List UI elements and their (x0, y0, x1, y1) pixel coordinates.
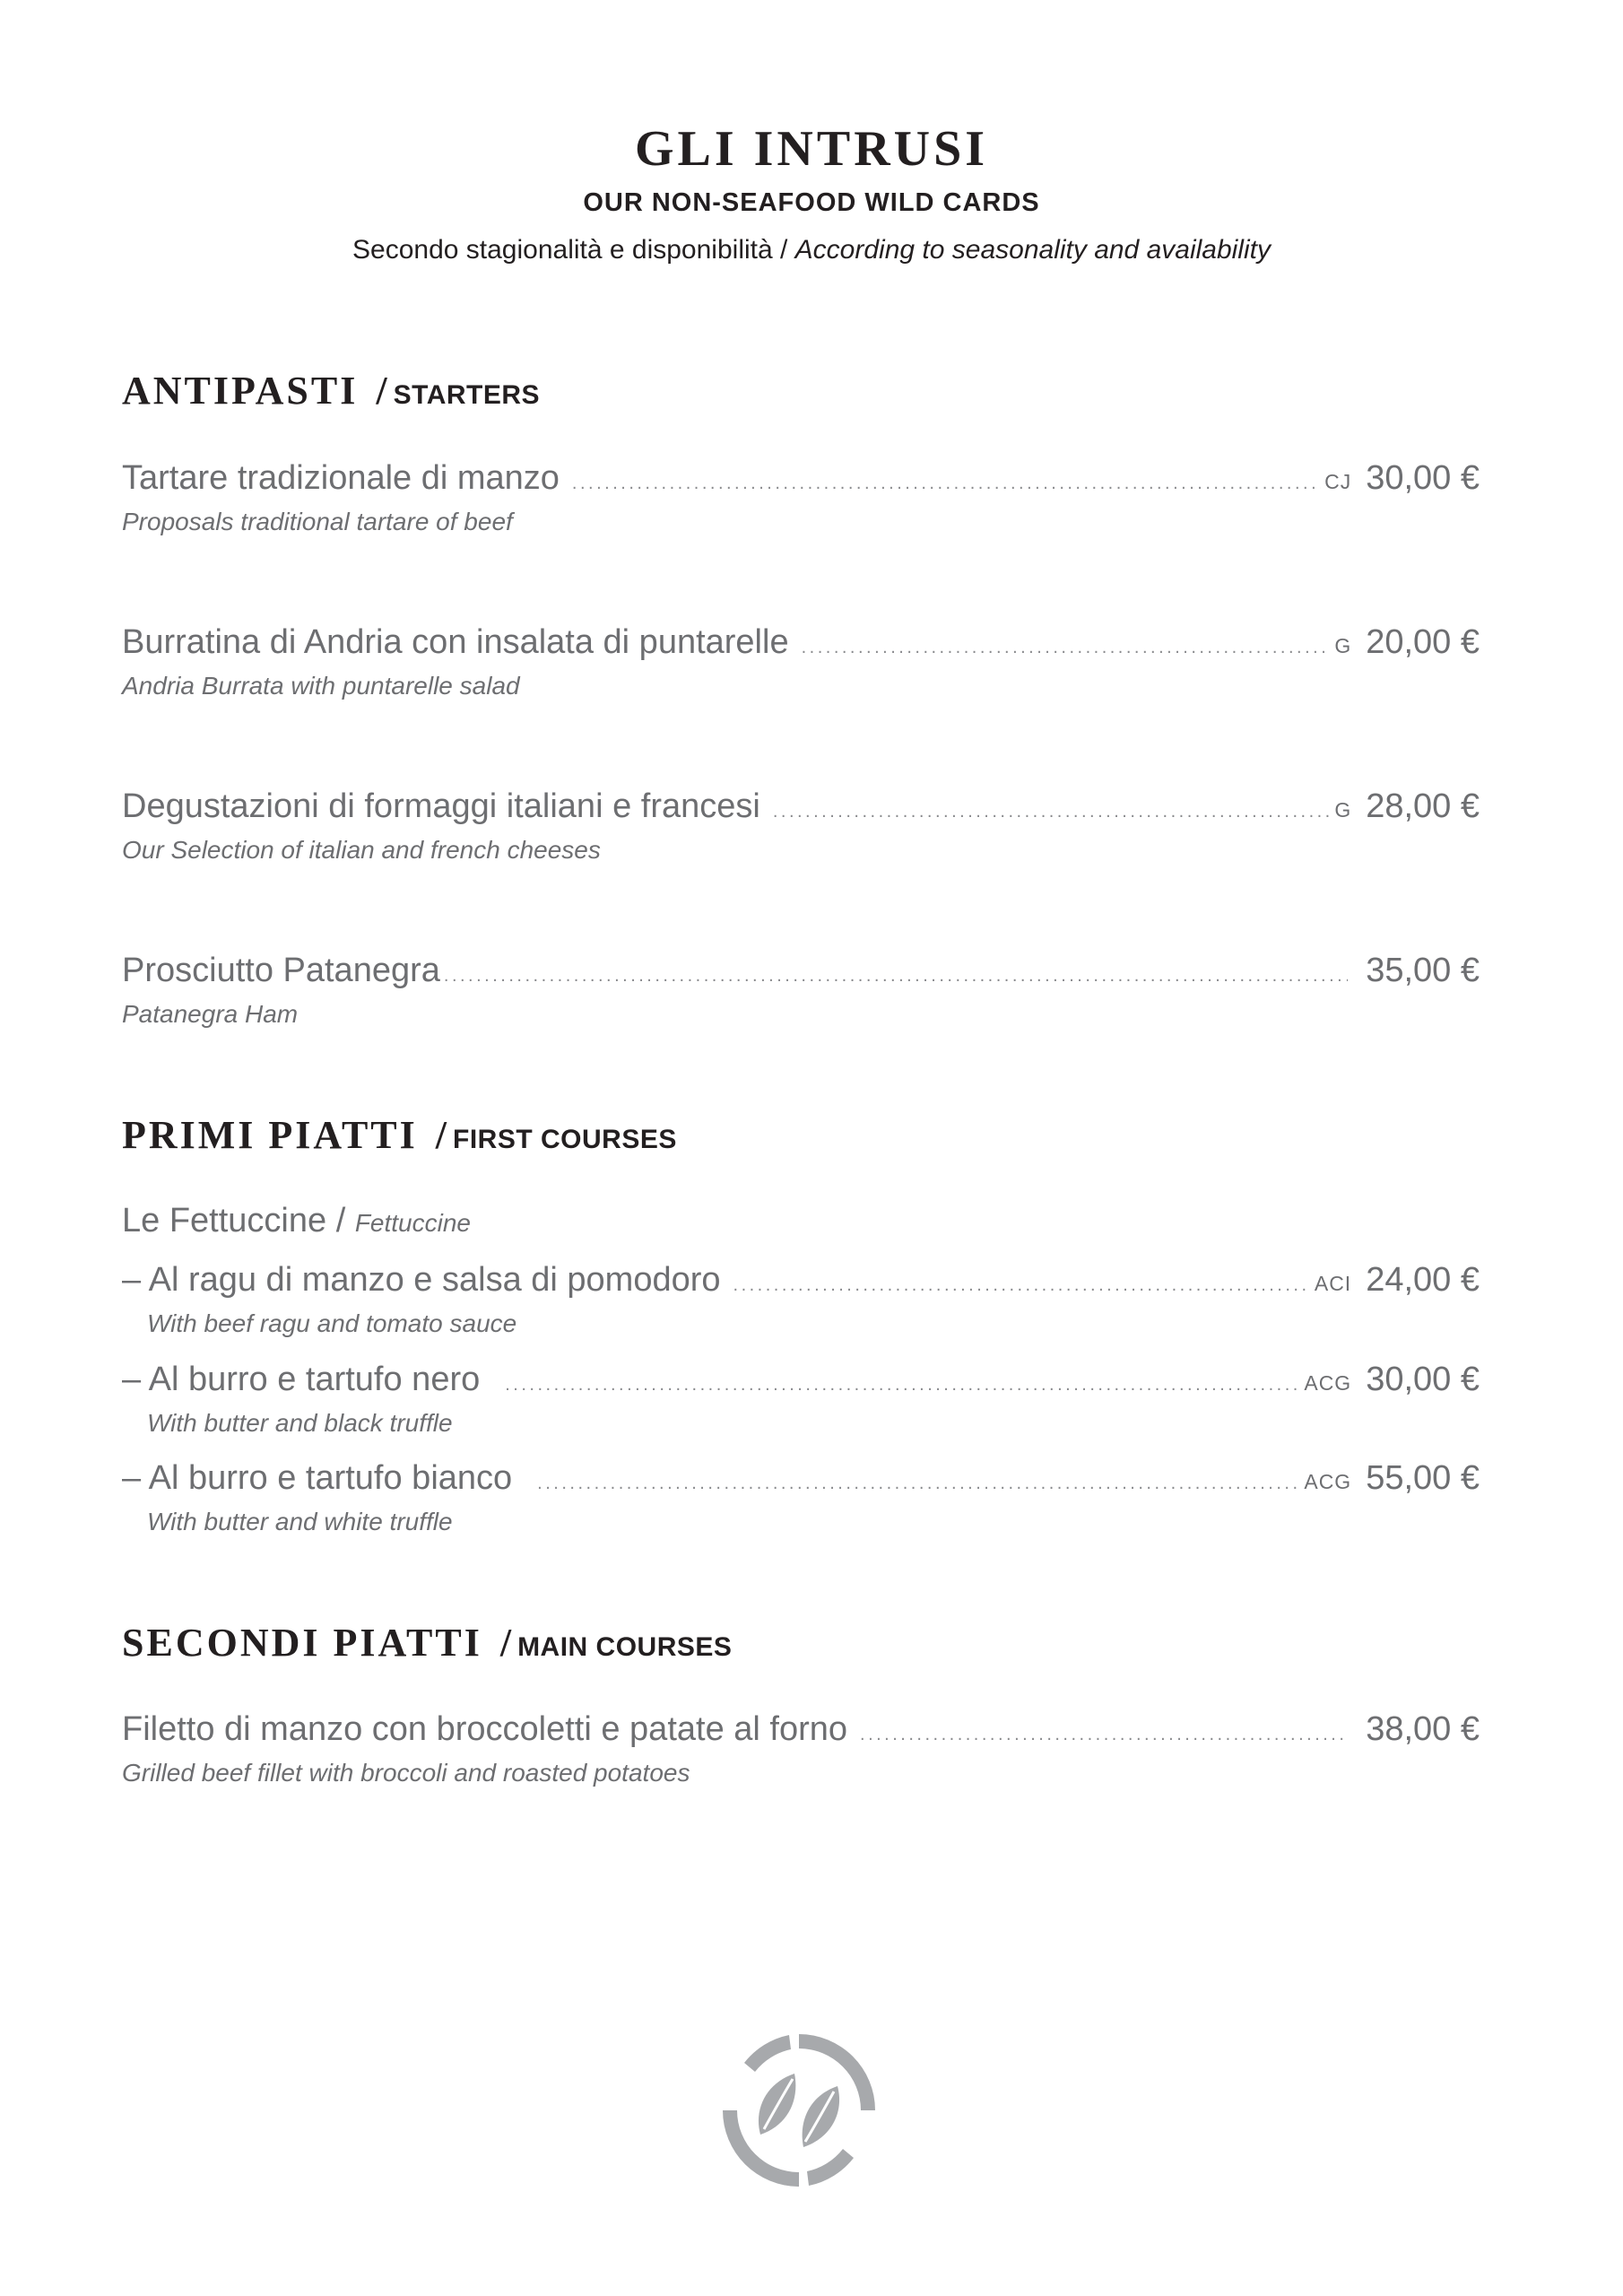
availability-note (0, 235, 1623, 265)
group-label-fettuccine (122, 1202, 471, 1240)
allergen-code: G (1334, 634, 1352, 657)
dish-description: Andria Burrata with puntarelle salad (122, 672, 520, 700)
section-title-primi (122, 1112, 677, 1158)
section-title-slash: / (435, 1113, 449, 1157)
group-label-it: Le Fettuccine / (122, 1202, 355, 1239)
dot-leader (572, 463, 1321, 504)
leaves-circle-logo (717, 2029, 881, 2192)
section-title-it: SECONDI PIATTI (122, 1621, 482, 1665)
dish-price: 38,00 € (1366, 1710, 1480, 1748)
dish-name: Burratina di Andria con insalata di puntarelle (122, 623, 789, 661)
section-title-slash: / (499, 1621, 515, 1665)
menu-item (122, 1709, 1480, 1789)
menu-item (122, 1359, 1480, 1439)
group-label-en: Fettuccine (354, 1209, 471, 1237)
dish-price: 24,00 € (1366, 1261, 1480, 1299)
menu-item (122, 457, 1480, 538)
dot-leader (860, 1714, 1348, 1755)
dot-leader (733, 1265, 1311, 1306)
allergen-code: ACI (1314, 1272, 1352, 1295)
menu-item (122, 950, 1480, 1031)
allergen-code: ACG (1304, 1470, 1352, 1493)
section-title-en: MAIN COURSES (517, 1632, 733, 1662)
menu-item (122, 1457, 1480, 1538)
availability-note-it: Secondo stagionalità e disponibilità / (352, 235, 795, 265)
availability-note-en: According to seasonality and availability (794, 235, 1271, 265)
dot-leader (505, 1364, 1300, 1405)
dot-leader (773, 791, 1331, 832)
menu-item (122, 622, 1480, 702)
dish-description: With butter and white truffle (147, 1508, 453, 1535)
dish-name: Filetto di manzo con broccoletti e patate al forno (122, 1710, 848, 1748)
dish-name: – Al ragu di manzo e salsa di pomodoro (122, 1261, 721, 1299)
section-title-en: STARTERS (393, 380, 541, 410)
dish-name: Tartare tradizionale di manzo (122, 459, 560, 497)
section-title-it: ANTIPASTI (122, 369, 359, 413)
dish-name: Degustazioni di formaggi italiani e francesi (122, 787, 760, 825)
dish-description: With beef ragu and tomato sauce (147, 1309, 517, 1337)
dot-leader (444, 955, 1348, 996)
dish-description: Grilled beef fillet with broccoli and roasted potatoes (122, 1759, 690, 1787)
dish-description: Proposals traditional tartare of beef (122, 508, 513, 535)
dish-description: Patanegra Ham (122, 1000, 299, 1028)
dish-price: 30,00 € (1366, 1361, 1480, 1398)
dish-price: 28,00 € (1366, 787, 1480, 825)
dish-price: 35,00 € (1366, 952, 1480, 989)
section-title-secondi (122, 1620, 732, 1665)
menu-title: GLI INTRUSI (634, 121, 989, 177)
menu-item (122, 1259, 1480, 1340)
dot-leader (537, 1463, 1300, 1504)
dot-leader (802, 627, 1332, 668)
menu-subtitle: OUR NON-SEAFOOD WILD CARDS (583, 188, 1040, 217)
dish-name: – Al burro e tartufo bianco (122, 1459, 513, 1497)
menu-item (122, 786, 1480, 866)
dish-price: 30,00 € (1366, 459, 1480, 497)
dish-description: With butter and black truffle (147, 1409, 453, 1437)
allergen-code: CJ (1324, 470, 1352, 493)
dish-price: 20,00 € (1366, 623, 1480, 661)
dish-description: Our Selection of italian and french cheeses (122, 836, 601, 864)
section-title-antipasti (122, 368, 540, 413)
allergen-code: G (1334, 798, 1352, 822)
section-title-en: FIRST COURSES (453, 1125, 677, 1154)
dish-price: 55,00 € (1366, 1459, 1480, 1497)
allergen-code: ACG (1304, 1371, 1352, 1395)
dish-name: – Al burro e tartufo nero (122, 1361, 481, 1398)
section-title-slash: / (376, 369, 390, 413)
dish-name: Prosciutto Patanegra (122, 952, 440, 989)
section-title-it: PRIMI PIATTI (122, 1113, 418, 1157)
